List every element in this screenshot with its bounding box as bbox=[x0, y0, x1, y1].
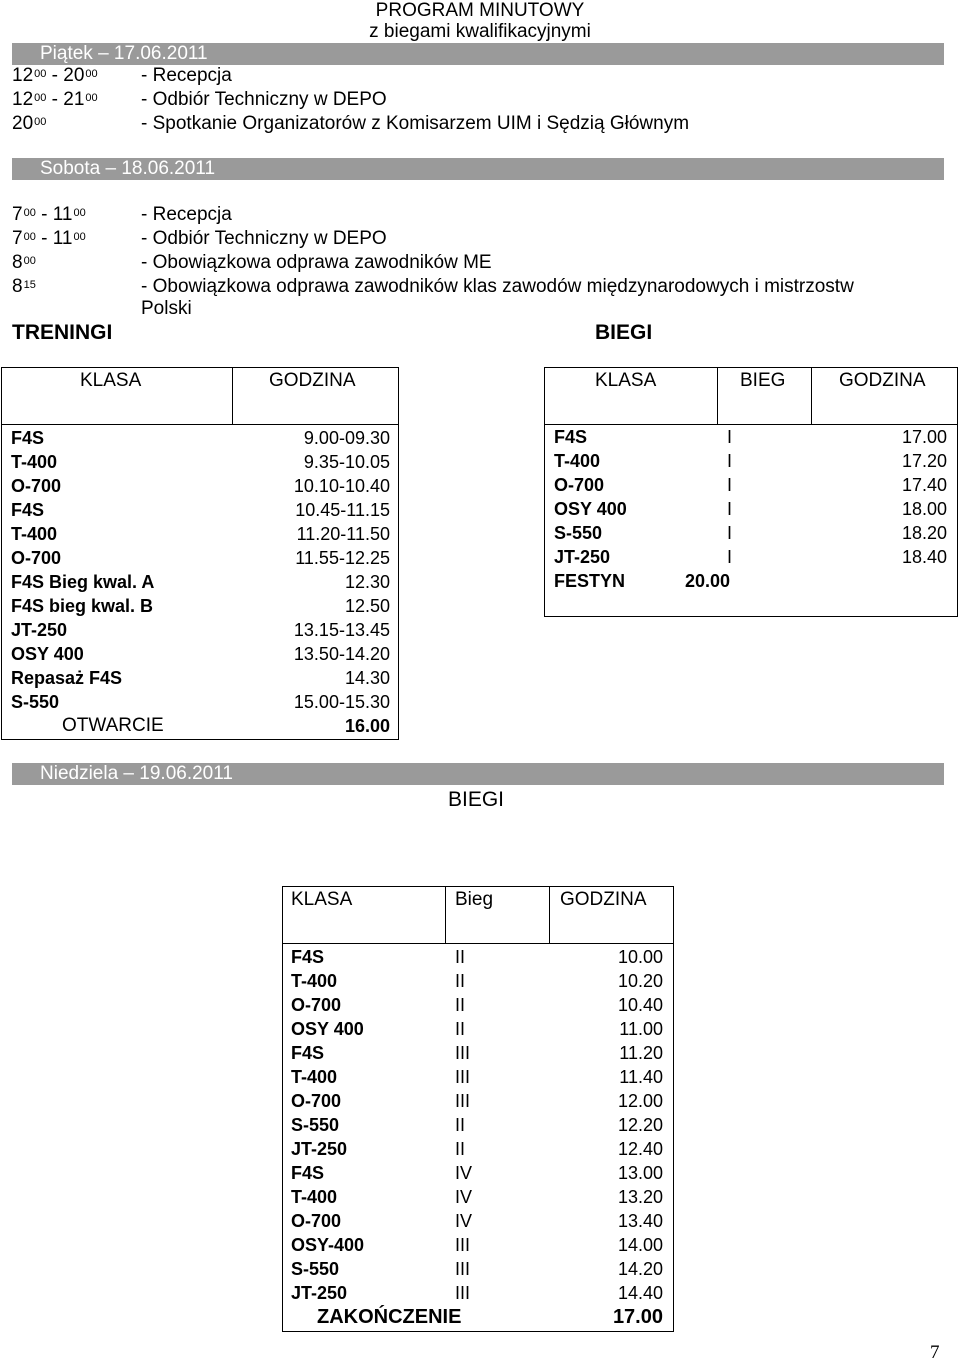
time-start: 8 bbox=[12, 252, 23, 273]
time-end-minutes: 00 bbox=[85, 92, 98, 104]
cell-bieg: II bbox=[455, 1115, 466, 1135]
table-row bbox=[2, 450, 398, 474]
time-start-minutes: 00 bbox=[34, 68, 47, 80]
cell-klasa: F4S Bieg kwal. A bbox=[11, 572, 155, 592]
page-title: PROGRAM MINUTOWY bbox=[375, 0, 585, 21]
cell-bieg: I bbox=[727, 523, 733, 543]
page-subtitle: z biegami kwalifikacyjnymi bbox=[369, 21, 591, 42]
cell-godzina: 15.00-15.30 bbox=[293, 692, 390, 712]
sunday-label: Niedziela – 19.06.2011 bbox=[40, 763, 233, 784]
sunday-biegi-heading: BIEGI bbox=[448, 788, 505, 811]
treningi-table bbox=[1, 367, 399, 740]
table-row bbox=[283, 1041, 673, 1065]
header-divider bbox=[283, 943, 673, 944]
cell-bieg: I bbox=[727, 499, 733, 519]
time-end-minutes: 00 bbox=[73, 207, 86, 219]
cell-godzina: 12.30 bbox=[344, 572, 390, 592]
column-divider bbox=[717, 368, 718, 424]
table-row bbox=[283, 1257, 673, 1281]
time-end: 11 bbox=[52, 204, 73, 225]
schedule-time bbox=[12, 112, 47, 136]
cell-bieg: III bbox=[455, 1259, 471, 1279]
cell-bieg: IV bbox=[455, 1163, 473, 1183]
cell-godzina: 18.40 bbox=[901, 547, 947, 567]
cell-godzina: 14.30 bbox=[344, 668, 390, 688]
table-row bbox=[2, 642, 398, 666]
cell-klasa: O-700 bbox=[554, 475, 605, 495]
column-divider bbox=[549, 887, 550, 943]
festyn-label: FESTYN bbox=[554, 571, 626, 591]
cell-klasa: JT-250 bbox=[11, 620, 68, 640]
cell-godzina: 11.20 bbox=[619, 1043, 663, 1063]
cell-klasa: S-550 bbox=[291, 1115, 340, 1135]
cell-bieg: II bbox=[455, 971, 466, 991]
time-separator: - bbox=[46, 65, 64, 86]
cell-bieg: II bbox=[455, 1139, 466, 1159]
cell-bieg: II bbox=[455, 1019, 466, 1039]
table-row bbox=[2, 594, 398, 618]
time-start-minutes: 00 bbox=[34, 116, 47, 128]
time-start-minutes: 15 bbox=[23, 279, 36, 291]
cell-godzina: 11.20-11.50 bbox=[296, 524, 390, 544]
time-start: 7 bbox=[12, 228, 23, 249]
sunday-header-klasa: KLASA bbox=[291, 889, 353, 910]
table-row bbox=[2, 498, 398, 522]
sunday-footer bbox=[283, 1305, 673, 1329]
cell-bieg: II bbox=[455, 947, 466, 967]
cell-godzina: 13.50-14.20 bbox=[293, 644, 390, 664]
time-start: 12 bbox=[12, 65, 34, 86]
cell-godzina: 10.10-10.40 bbox=[293, 476, 390, 496]
table-row bbox=[283, 1017, 673, 1041]
column-divider bbox=[232, 368, 233, 424]
schedule-text: - Spotkanie Organizatorów z Komisarzem UIM i Sędzią Głównym bbox=[141, 113, 690, 134]
cell-godzina: 14.00 bbox=[617, 1235, 663, 1255]
cell-bieg: I bbox=[727, 547, 733, 567]
table-row bbox=[2, 546, 398, 570]
cell-godzina: 12.00 bbox=[617, 1091, 663, 1111]
cell-klasa: F4S bbox=[11, 500, 45, 520]
cell-bieg: III bbox=[455, 1043, 471, 1063]
table-row bbox=[283, 1137, 673, 1161]
cell-klasa: OSY 400 bbox=[11, 644, 84, 664]
time-start: 12 bbox=[12, 89, 34, 110]
cell-godzina: 10.20 bbox=[617, 971, 663, 991]
sunday-header-godzina: GODZINA bbox=[560, 889, 647, 910]
schedule-text: - Odbiór Techniczny w DEPO bbox=[141, 228, 387, 249]
cell-godzina: 13.40 bbox=[617, 1211, 663, 1231]
cell-bieg: IV bbox=[455, 1187, 473, 1207]
cell-godzina: 14.40 bbox=[617, 1283, 663, 1303]
schedule-time bbox=[12, 203, 86, 227]
schedule-time bbox=[12, 251, 37, 275]
schedule-time bbox=[12, 275, 37, 299]
saturday-header-bar bbox=[12, 158, 944, 180]
cell-bieg: I bbox=[727, 427, 733, 447]
festyn-time: 20.00 bbox=[685, 571, 731, 591]
schedule-time bbox=[12, 227, 86, 251]
cell-godzina: 13.15-13.45 bbox=[293, 620, 390, 640]
cell-bieg: I bbox=[727, 451, 733, 471]
table-row bbox=[545, 497, 957, 521]
schedule-text: - Obowiązkowa odprawa zawodników ME bbox=[141, 252, 492, 273]
schedule-time bbox=[12, 88, 98, 112]
cell-godzina: 11.55-12.25 bbox=[295, 548, 390, 568]
cell-godzina: 17.00 bbox=[901, 427, 947, 447]
time-separator: - bbox=[46, 89, 64, 110]
cell-godzina: 17.40 bbox=[901, 475, 947, 495]
table-row bbox=[2, 618, 398, 642]
table-row bbox=[2, 690, 398, 714]
cell-bieg: II bbox=[455, 995, 466, 1015]
treningi-footer bbox=[2, 714, 398, 738]
table-row bbox=[283, 1161, 673, 1185]
table-row bbox=[545, 449, 957, 473]
zakonczenie-label: ZAKOŃCZENIE bbox=[317, 1306, 462, 1328]
biegi-heading: BIEGI bbox=[595, 321, 653, 344]
cell-godzina: 14.20 bbox=[617, 1259, 663, 1279]
table-row bbox=[2, 570, 398, 594]
cell-godzina: 13.00 bbox=[617, 1163, 663, 1183]
schedule-text: - Odbiór Techniczny w DEPO bbox=[141, 89, 387, 110]
table-row bbox=[2, 666, 398, 690]
cell-klasa: JT-250 bbox=[554, 547, 611, 567]
cell-klasa: T-400 bbox=[291, 1067, 338, 1087]
schedule-text: - Recepcja bbox=[141, 204, 232, 225]
table-row bbox=[283, 1065, 673, 1089]
table-row bbox=[2, 522, 398, 546]
saturday-item-continuation: Polski bbox=[141, 298, 192, 319]
cell-klasa: O-700 bbox=[11, 476, 62, 496]
time-end: 11 bbox=[52, 228, 73, 249]
cell-klasa: F4S bbox=[291, 1163, 325, 1183]
cell-bieg: IV bbox=[455, 1211, 473, 1231]
time-end-minutes: 00 bbox=[73, 231, 86, 243]
table-row bbox=[545, 521, 957, 545]
table-row bbox=[283, 1113, 673, 1137]
sunday-header-bieg: Bieg bbox=[455, 889, 494, 910]
treningi-header-godzina: GODZINA bbox=[269, 370, 356, 391]
cell-bieg: III bbox=[455, 1067, 471, 1087]
cell-klasa: T-400 bbox=[11, 452, 58, 472]
time-start: 20 bbox=[12, 113, 34, 134]
time-start-minutes: 00 bbox=[34, 92, 47, 104]
cell-klasa: F4S bbox=[291, 947, 325, 967]
time-start-minutes: 00 bbox=[23, 255, 36, 267]
zakonczenie-time: 17.00 bbox=[612, 1306, 663, 1328]
time-start: 7 bbox=[12, 204, 23, 225]
table-row bbox=[283, 1209, 673, 1233]
saturday-label: Sobota – 18.06.2011 bbox=[40, 158, 216, 179]
column-divider bbox=[811, 368, 812, 424]
treningi-footer-label: OTWARCIE bbox=[62, 715, 164, 736]
cell-klasa: Repasaż F4S bbox=[11, 668, 123, 688]
cell-godzina: 18.20 bbox=[901, 523, 947, 543]
cell-bieg: III bbox=[455, 1235, 471, 1255]
column-divider bbox=[445, 887, 446, 943]
cell-klasa: S-550 bbox=[554, 523, 603, 543]
cell-klasa: O-700 bbox=[291, 1211, 342, 1231]
cell-godzina: 11.00 bbox=[619, 1019, 663, 1039]
time-separator: - bbox=[35, 204, 53, 225]
cell-klasa: O-700 bbox=[11, 548, 62, 568]
table-row bbox=[283, 945, 673, 969]
cell-klasa: JT-250 bbox=[291, 1139, 348, 1159]
cell-klasa: OSY 400 bbox=[291, 1019, 364, 1039]
cell-klasa: T-400 bbox=[291, 971, 338, 991]
treningi-footer-time: 16.00 bbox=[344, 716, 390, 736]
cell-godzina: 12.20 bbox=[617, 1115, 663, 1135]
sunday-header-bar bbox=[12, 763, 944, 785]
cell-klasa: OSY-400 bbox=[291, 1235, 365, 1255]
cell-godzina: 12.50 bbox=[344, 596, 390, 616]
cell-klasa: O-700 bbox=[291, 995, 342, 1015]
treningi-heading: TRENINGI bbox=[12, 321, 113, 344]
cell-klasa: T-400 bbox=[291, 1187, 338, 1207]
cell-klasa: S-550 bbox=[291, 1259, 340, 1279]
cell-godzina: 11.40 bbox=[619, 1067, 663, 1087]
cell-klasa: F4S bieg kwal. B bbox=[11, 596, 154, 616]
table-row bbox=[545, 473, 957, 497]
cell-klasa: F4S bbox=[291, 1043, 325, 1063]
page-number: 7 bbox=[930, 1342, 940, 1363]
cell-klasa: T-400 bbox=[11, 524, 58, 544]
biegi-header-godzina: GODZINA bbox=[839, 370, 926, 391]
table-row bbox=[283, 1185, 673, 1209]
biegi-saturday-table bbox=[544, 367, 958, 617]
schedule-text: - Recepcja bbox=[141, 65, 232, 86]
table-row bbox=[2, 474, 398, 498]
friday-header-bar bbox=[12, 43, 944, 65]
biegi-saturday-footer bbox=[545, 569, 957, 593]
cell-godzina: 10.45-11.15 bbox=[295, 500, 390, 520]
schedule-text: - Obowiązkowa odprawa zawodników klas zawodów międzynarodowych i mistrzostw bbox=[141, 276, 854, 297]
time-end-minutes: 00 bbox=[85, 68, 98, 80]
header-divider bbox=[2, 424, 398, 425]
table-row bbox=[283, 1089, 673, 1113]
table-row bbox=[283, 993, 673, 1017]
time-end: 20 bbox=[63, 65, 85, 86]
cell-klasa: F4S bbox=[11, 428, 45, 448]
time-end: 21 bbox=[63, 89, 85, 110]
cell-bieg: I bbox=[727, 475, 733, 495]
cell-godzina: 9.35-10.05 bbox=[303, 452, 390, 472]
cell-godzina: 12.40 bbox=[617, 1139, 663, 1159]
cell-godzina: 13.20 bbox=[617, 1187, 663, 1207]
biegi-header-bieg: BIEG bbox=[740, 370, 786, 391]
cell-klasa: O-700 bbox=[291, 1091, 342, 1111]
cell-godzina: 18.00 bbox=[901, 499, 947, 519]
table-row bbox=[283, 1281, 673, 1305]
cell-godzina: 17.20 bbox=[901, 451, 947, 471]
friday-label: Piątek – 17.06.2011 bbox=[40, 43, 208, 64]
time-start: 8 bbox=[12, 276, 23, 297]
cell-klasa: S-550 bbox=[11, 692, 60, 712]
cell-bieg: III bbox=[455, 1091, 471, 1111]
biegi-header-klasa: KLASA bbox=[595, 370, 657, 391]
cell-klasa: JT-250 bbox=[291, 1283, 348, 1303]
table-row bbox=[545, 425, 957, 449]
table-row bbox=[545, 545, 957, 569]
time-start-minutes: 00 bbox=[23, 231, 36, 243]
cell-godzina: 10.00 bbox=[617, 947, 663, 967]
schedule-time bbox=[12, 64, 98, 88]
cell-bieg: III bbox=[455, 1283, 471, 1303]
biegi-sunday-table bbox=[282, 886, 674, 1332]
cell-klasa: T-400 bbox=[554, 451, 601, 471]
treningi-header-klasa: KLASA bbox=[80, 370, 142, 391]
time-start-minutes: 00 bbox=[23, 207, 36, 219]
table-row bbox=[283, 969, 673, 993]
table-row bbox=[283, 1233, 673, 1257]
cell-klasa: F4S bbox=[554, 427, 588, 447]
table-row bbox=[2, 426, 398, 450]
time-separator: - bbox=[35, 228, 53, 249]
cell-godzina: 10.40 bbox=[617, 995, 663, 1015]
cell-godzina: 9.00-09.30 bbox=[303, 428, 390, 448]
cell-klasa: OSY 400 bbox=[554, 499, 627, 519]
